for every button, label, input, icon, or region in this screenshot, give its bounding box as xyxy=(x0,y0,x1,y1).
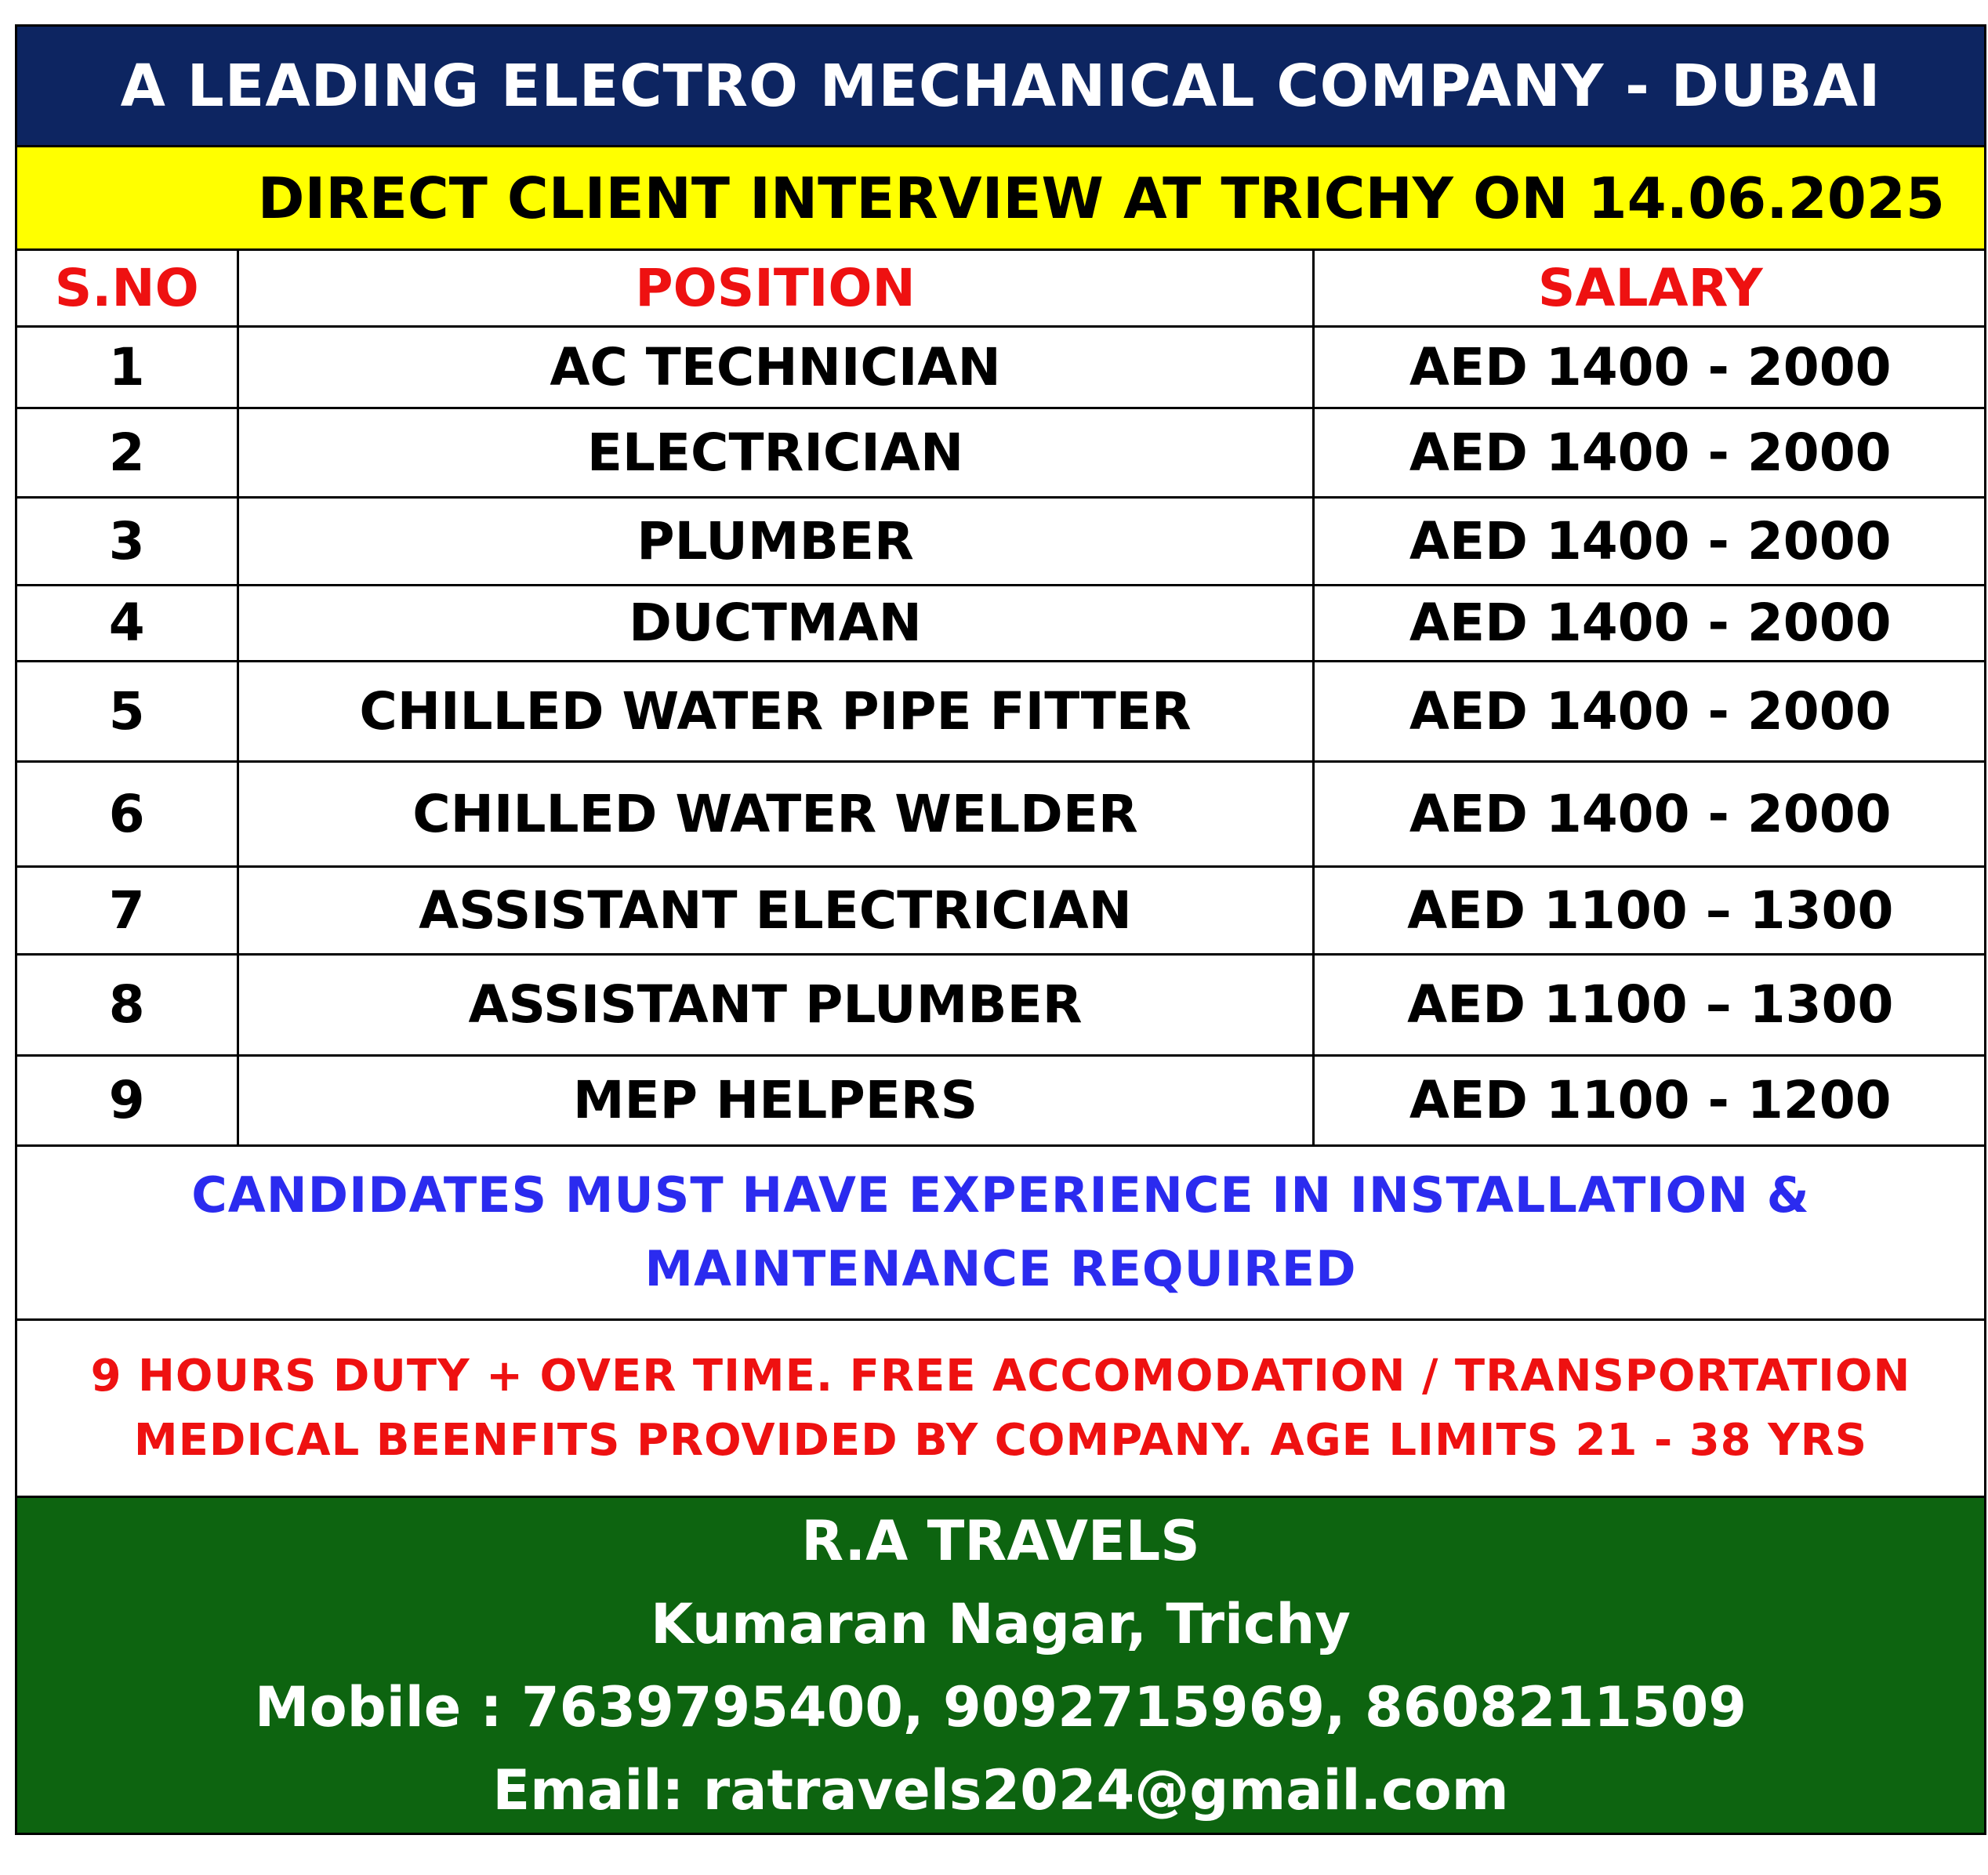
row-sno: 5 xyxy=(17,661,238,761)
row-sno: 4 xyxy=(17,585,238,661)
row-salary: AED 1400 - 2000 xyxy=(1313,761,1986,866)
row-position: AC TECHNICIAN xyxy=(238,326,1313,408)
experience-requirement xyxy=(17,1145,1984,1321)
row-salary: AED 1400 - 2000 xyxy=(1313,661,1986,761)
row-sno: 1 xyxy=(17,326,238,408)
company-title: A LEADING ELECTRO MECHANICAL COMPANY - DUBAI xyxy=(17,27,1984,147)
table-row xyxy=(17,585,1986,661)
row-salary: AED 1100 – 1300 xyxy=(1313,866,1986,954)
row-sno: 9 xyxy=(17,1055,238,1145)
agency-address: Kumaran Nagar, Trichy xyxy=(651,1591,1351,1656)
contact-block xyxy=(17,1498,1984,1833)
row-sno: 6 xyxy=(17,761,238,866)
row-position: MEP HELPERS xyxy=(238,1055,1313,1145)
column-header-sno: S.NO xyxy=(17,251,238,326)
benefits-line-1: 9 HOURS DUTY + OVER TIME. FREE ACCOMODATION / TRANSPORTATION xyxy=(90,1350,1911,1402)
table-row xyxy=(17,1055,1986,1145)
benefits-note xyxy=(17,1321,1984,1498)
row-position: ASSISTANT PLUMBER xyxy=(238,954,1313,1055)
table-row xyxy=(17,761,1986,866)
table-row xyxy=(17,497,1986,585)
column-header-position: POSITION xyxy=(238,251,1313,326)
row-sno: 3 xyxy=(17,497,238,585)
row-salary: AED 1400 - 2000 xyxy=(1313,408,1986,497)
row-position: ELECTRICIAN xyxy=(238,408,1313,497)
table-row xyxy=(17,326,1986,408)
row-salary: AED 1400 - 2000 xyxy=(1313,326,1986,408)
row-salary: AED 1100 – 1300 xyxy=(1313,954,1986,1055)
table-row xyxy=(17,954,1986,1055)
positions-table xyxy=(17,251,1986,1147)
agency-email: Email: ratravels2024@gmail.com xyxy=(492,1757,1509,1822)
agency-mobile: Mobile : 7639795400, 9092715969, 8608211509 xyxy=(254,1674,1747,1739)
row-sno: 7 xyxy=(17,866,238,954)
row-salary: AED 1400 - 2000 xyxy=(1313,497,1986,585)
table-row xyxy=(17,866,1986,954)
interview-banner: DIRECT CLIENT INTERVIEW AT TRICHY ON 14.06.2025 xyxy=(17,147,1984,251)
requirement-line-1: CANDIDATES MUST HAVE EXPERIENCE IN INSTALLATION & xyxy=(191,1166,1810,1224)
row-position: CHILLED WATER WELDER xyxy=(238,761,1313,866)
table-row xyxy=(17,661,1986,761)
row-position: PLUMBER xyxy=(238,497,1313,585)
table-header-row xyxy=(17,251,1986,326)
requirement-line-2: MAINTENANCE REQUIRED xyxy=(644,1239,1357,1297)
table-row xyxy=(17,408,1986,497)
row-salary: AED 1400 - 2000 xyxy=(1313,585,1986,661)
row-position: CHILLED WATER PIPE FITTER xyxy=(238,661,1313,761)
benefits-line-2: MEDICAL BEENFITS PROVIDED BY COMPANY. AGE LIMITS 21 - 38 YRS xyxy=(133,1414,1868,1466)
row-position: DUCTMAN xyxy=(238,585,1313,661)
row-salary: AED 1100 - 1200 xyxy=(1313,1055,1986,1145)
row-position: ASSISTANT ELECTRICIAN xyxy=(238,866,1313,954)
row-sno: 8 xyxy=(17,954,238,1055)
agency-name: R.A TRAVELS xyxy=(801,1508,1200,1573)
job-poster xyxy=(15,24,1986,1835)
column-header-salary: SALARY xyxy=(1313,251,1986,326)
row-sno: 2 xyxy=(17,408,238,497)
